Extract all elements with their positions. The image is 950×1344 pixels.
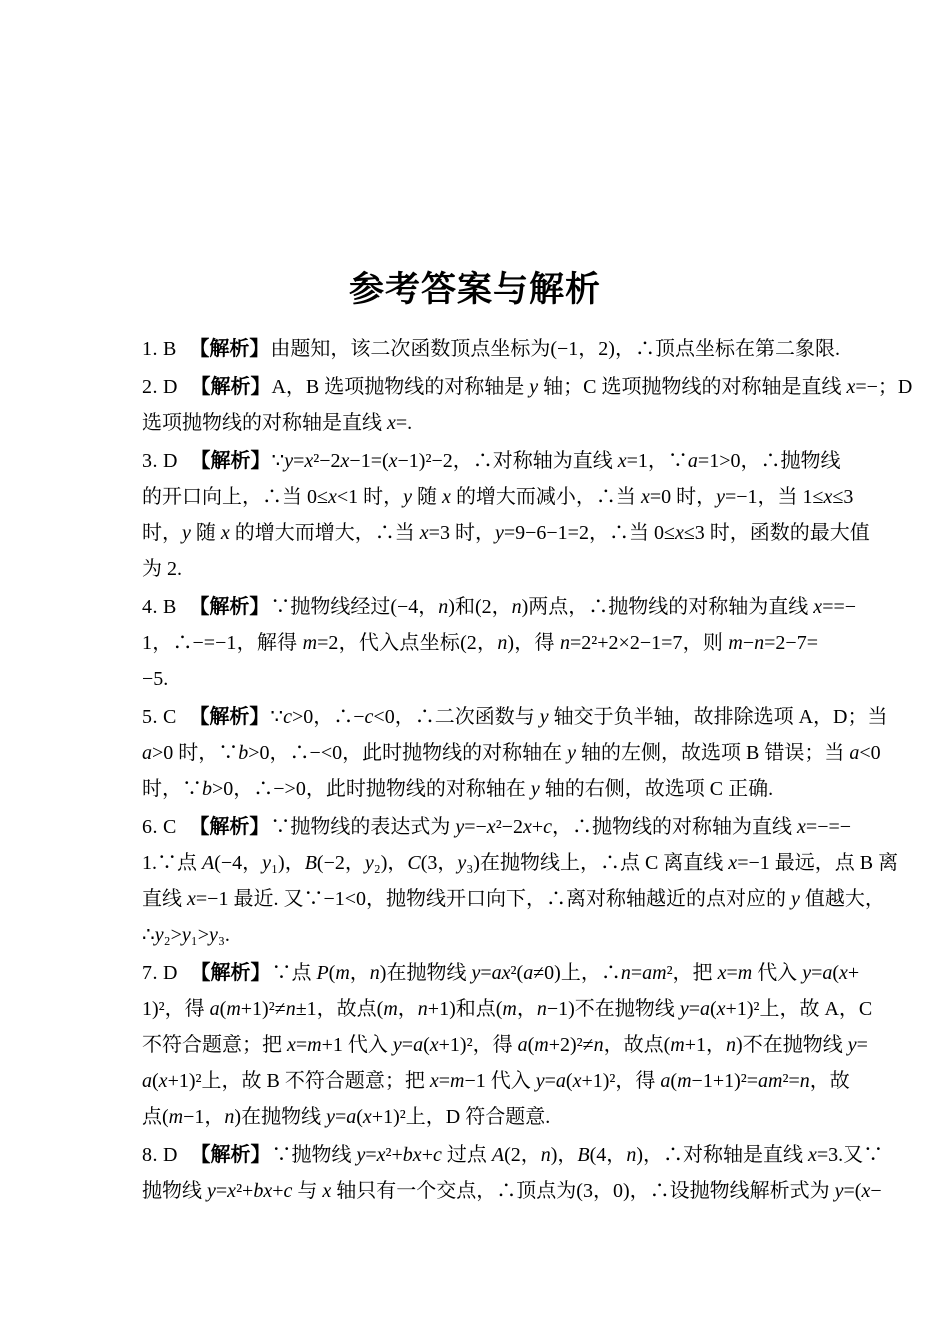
- answer-line: 时，∵b>0，∴−>0，此时抛物线的对称轴在 y 轴的右侧，故选项 C 正确.: [142, 778, 774, 800]
- answer-line: [142, 331, 840, 367]
- answer-line: a>0 时，∵b>0，∴−<0，此时抛物线的对称轴在 y 轴的左侧，故选项 B 错误；当 a<0: [142, 742, 881, 764]
- answer-line: [142, 369, 913, 405]
- answer-item: [142, 809, 899, 953]
- answer-item: [142, 699, 888, 807]
- answer-number: 2.: [142, 376, 158, 398]
- answer-line: [142, 589, 857, 625]
- analysis-label: 【解析】: [190, 962, 271, 984]
- answer-number: 5.: [142, 706, 158, 728]
- answer-text: ∵抛物线经过(−4，n)和(2，n)两点，∴抛物线的对称轴为直线 x==−: [270, 596, 857, 618]
- answer-number: 8.: [142, 1144, 158, 1166]
- answer-line: [142, 443, 841, 479]
- answer-choice: C: [163, 706, 177, 728]
- answer-text: ∵抛物线的表达式为 y=−x²−2x+c，∴抛物线的对称轴为直线 x=−=−: [270, 816, 852, 838]
- answer-item: [142, 589, 857, 697]
- answer-line: [142, 955, 860, 991]
- answer-text: ∵点 P(m，n)在抛物线 y=ax²(a≠0)上，∴n=am²，把 x=m 代入 y=a(x+: [271, 962, 860, 984]
- answer-text: ∵y=x²−2x−1=(x−1)²−2，∴对称轴为直线 x=1，∵a=1>0，∴抛物线: [271, 450, 841, 472]
- answer-choice: D: [163, 376, 178, 398]
- answer-line: [142, 809, 852, 845]
- answer-choice: B: [163, 338, 177, 360]
- answer-item: [142, 1137, 884, 1209]
- answer-item: [142, 369, 913, 441]
- answer-text: ∵抛物线 y=x²+bx+c 过点 A(2，n)，B(4，n)，∴对称轴是直线 x=3.又∵: [271, 1144, 884, 1166]
- answer-number: 3.: [142, 450, 158, 472]
- answer-line: 不符合题意；把 x=m+1 代入 y=a(x+1)²，得 a(m+2)²≠n，故点(m+1，n)不在抛物线 y=: [142, 1034, 868, 1056]
- answer-text: 由题知，该二次函数顶点坐标为(−1，2)，∴顶点坐标在第二象限.: [270, 338, 840, 360]
- answer-choice: C: [163, 816, 177, 838]
- answer-item: [142, 331, 840, 367]
- answer-choice: D: [163, 962, 178, 984]
- answer-choice: D: [163, 1144, 178, 1166]
- answer-line: 时，y 随 x 的增大而增大，∴当 x=3 时，y=9−6−1=2，∴当 0≤x≤3 时，函数的最大值: [142, 522, 870, 544]
- answer-line: a(x+1)²上，故 B 不符合题意；把 x=m−1 代入 y=a(x+1)²，得 a(m−1+1)²=am²=n，故: [142, 1070, 850, 1092]
- answer-line: ∴y₂>y₁>y₃.: [142, 924, 230, 946]
- answer-line: 选项抛物线的对称轴是直线 x=.: [142, 412, 413, 434]
- answer-line: [142, 699, 888, 735]
- answer-line: −5.: [142, 668, 169, 690]
- answer-number: 4.: [142, 596, 158, 618]
- analysis-label: 【解析】: [190, 1144, 271, 1166]
- analysis-label: 【解析】: [189, 816, 270, 838]
- answer-text: A，B 选项抛物线的对称轴是 y 轴；C 选项抛物线的对称轴是直线 x=−；D: [271, 376, 913, 398]
- answer-line: [142, 1137, 884, 1173]
- answer-number: 6.: [142, 816, 158, 838]
- answer-number: 1.: [142, 338, 158, 360]
- answer-choice: B: [163, 596, 177, 618]
- answer-text: ∵c>0，∴−c<0，∴二次函数与 y 轴交于负半轴，故排除选项 A，D；当: [270, 706, 888, 728]
- analysis-label: 【解析】: [189, 596, 270, 618]
- answer-item: [142, 443, 870, 587]
- answer-item: [142, 955, 873, 1135]
- analysis-label: 【解析】: [189, 338, 270, 360]
- answer-number: 7.: [142, 962, 158, 984]
- analysis-label: 【解析】: [189, 706, 270, 728]
- page-title: 参考答案与解析: [348, 270, 601, 309]
- answer-line: 点(m−1，n)在抛物线 y=a(x+1)²上，D 符合题意.: [142, 1106, 551, 1128]
- answers-list: [142, 331, 913, 1211]
- answer-line: 1，∴−=−1，解得 m=2，代入点坐标(2，n)，得 n=2²+2×2−1=7，则 m−n=2−7=: [142, 632, 818, 654]
- answer-line: 抛物线 y=x²+bx+c 与 x 轴只有一个交点，∴顶点为(3，0)，∴设抛物线解析式为 y=(x−: [142, 1180, 882, 1202]
- answer-choice: D: [163, 450, 178, 472]
- answer-line: 1)²，得 a(m+1)²≠n±1，故点(m，n+1)和点(m，n−1)不在抛物线 y=a(x+1)²上，故 A，C: [142, 998, 873, 1020]
- answer-line: 为 2.: [142, 558, 182, 580]
- answer-line: 1.∵点 A(−4，y₁)，B(−2，y₂)，C(3，y₃)在抛物线上，∴点 C 离直线 x=−1 最远，点 B 离: [142, 852, 899, 874]
- answer-line: 的开口向上，∴当 0≤x<1 时，y 随 x 的增大而减小，∴当 x=0 时，y=−1，当 1≤x≤3: [142, 486, 854, 508]
- analysis-label: 【解析】: [190, 376, 271, 398]
- answer-line: 直线 x=−1 最近. 又∵−1<0，抛物线开口向下，∴离对称轴越近的点对应的 y 值越大，: [142, 888, 885, 910]
- analysis-label: 【解析】: [190, 450, 271, 472]
